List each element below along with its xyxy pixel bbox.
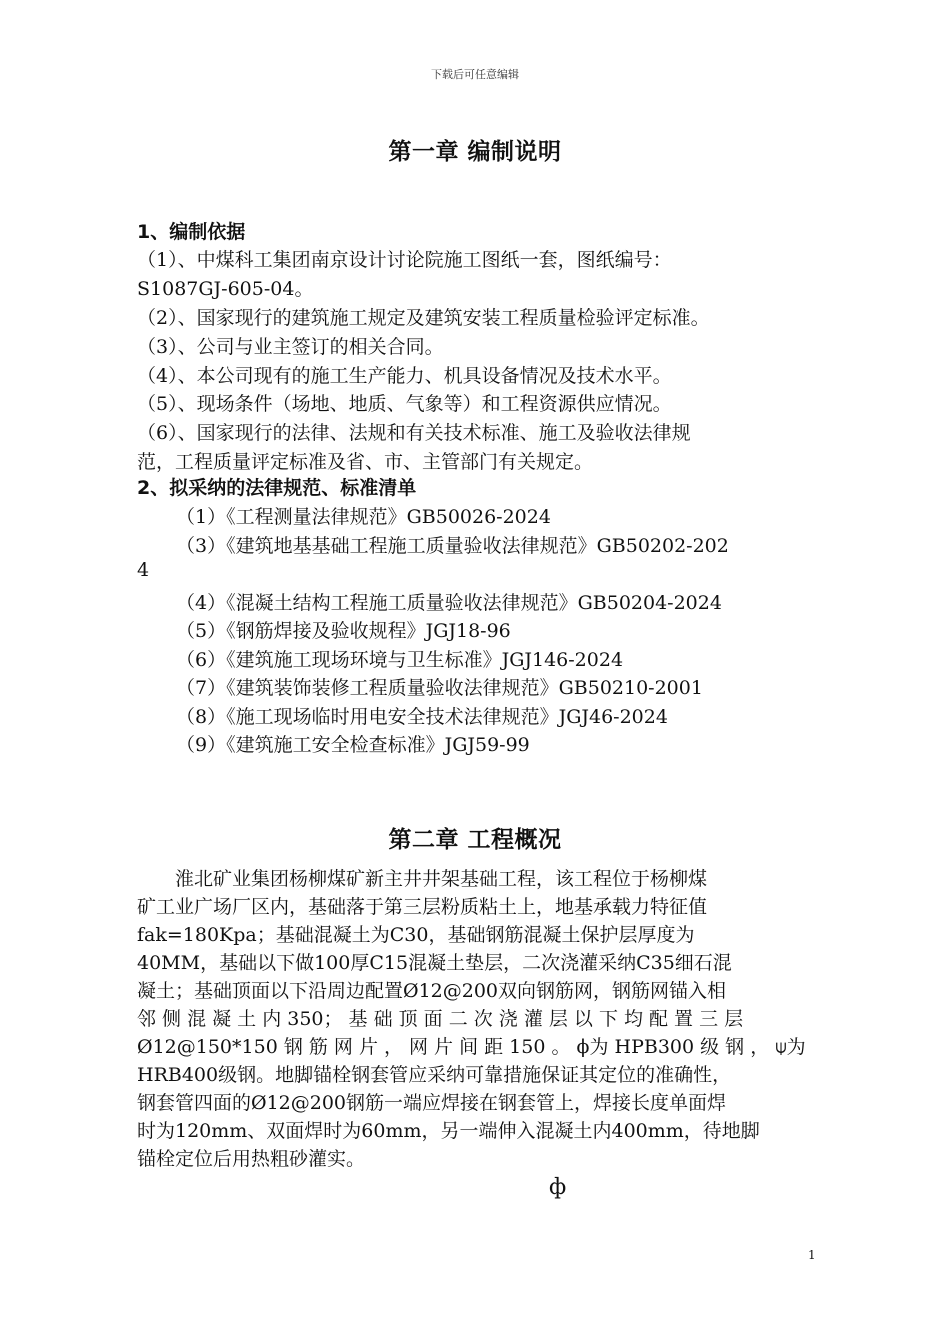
basis-line: （5）、现场条件（场地、地质、气象等）和工程资源供应情况。 <box>137 393 672 415</box>
basis-line: （4）、本公司现有的施工生产能力、机具设备情况及技术水平。 <box>137 365 672 387</box>
standard-item: （3）《建筑地基基础工程施工质量验收法律规范》GB50202-202 <box>176 535 729 557</box>
standard-item: （1）《工程测量法律规范》GB50026-2024 <box>176 506 551 528</box>
overview-line: 钢套管四面的Ø12@200钢筋一端应焊接在钢套管上，焊接长度单面焊 <box>137 1092 727 1114</box>
overview-line: 淮北矿业集团杨柳煤矿新主井井架基础工程，该工程位于杨柳煤 <box>137 868 708 890</box>
chapter-2-title: 第二章 工程概况 <box>388 827 562 853</box>
standard-item: （6）《建筑施工现场环境与卫生标准》JGJ146-2024 <box>176 649 624 671</box>
standard-item: （5）《钢筋焊接及验收规程》JGJ18-96 <box>176 620 511 642</box>
standard-item: （8）《施工现场临时用电安全技术法律规范》JGJ46-2024 <box>176 706 668 728</box>
overview-line: Ø12@150*150 钢 筋 网 片 ， 网 片 间 距 150 。 ϕ为 HPB300 级 钢 ， ⍦为 <box>137 1036 806 1058</box>
basis-line: （6）、国家现行的法律、法规和有关技术标准、施工及验收法律规 <box>137 422 691 444</box>
standard-item: （7）《建筑装饰装修工程质量验收法律规范》GB50210-2001 <box>176 677 703 699</box>
basis-line: （2）、国家现行的建筑施工规定及建筑安装工程质量检验评定标准。 <box>137 307 710 329</box>
page-number: 1 <box>808 1248 816 1262</box>
basis-line: S1087GJ-605-04。 <box>137 278 314 300</box>
overview-line: 锚栓定位后用热粗砂灌实。 <box>137 1148 366 1170</box>
overview-line: 40MM，基础以下做100厚C15混凝土垫层，二次浇灌采纳C35细石混 <box>137 952 732 974</box>
section-heading-basis: 1、编制依据 <box>137 221 246 243</box>
standard-item: （9）《建筑施工安全检查标准》JGJ59-99 <box>176 734 530 756</box>
basis-line: （3）、公司与业主签订的相关合同。 <box>137 336 444 358</box>
section-heading-standards: 2、拟采纳的法律规范、标准清单 <box>137 477 417 499</box>
chapter-1-title: 第一章 编制说明 <box>388 139 562 165</box>
overview-line: 时为120mm、双面焊时为60mm，另一端伸入混凝土内400mm，待地脚 <box>137 1120 760 1142</box>
basis-line: 范，工程质量评定标准及省、市、主管部门有关规定。 <box>137 451 594 473</box>
overview-line: 邻 侧 混 凝 土 内 350； 基 础 顶 面 二 次 浇 灌 层 以 下 均 配 置 三 层 <box>137 1008 744 1030</box>
standard-item-continuation: 4 <box>137 559 150 581</box>
overview-line: fak=180Kpa；基础混凝土为C30，基础钢筋混凝土保护层厚度为 <box>137 924 695 946</box>
basis-line: （1）、中煤科工集团南京设计讨论院施工图纸一套，图纸编号： <box>137 249 672 271</box>
overview-line: HRB400级钢。地脚锚栓钢套管应采纳可靠措施保证其定位的准确性， <box>137 1064 732 1086</box>
page-header: 下载后可任意编辑 <box>431 68 519 81</box>
standard-item: （4）《混凝土结构工程施工质量验收法律规范》GB50204-2024 <box>176 592 722 614</box>
rebar-symbol: ф <box>549 1175 567 1200</box>
overview-line: 凝土；基础顶面以下沿周边配置Ø12@200双向钢筋网，钢筋网锚入相 <box>137 980 727 1002</box>
overview-line: 矿工业广场厂区内，基础落于第三层粉质粘土上，地基承载力特征值 <box>137 896 708 918</box>
